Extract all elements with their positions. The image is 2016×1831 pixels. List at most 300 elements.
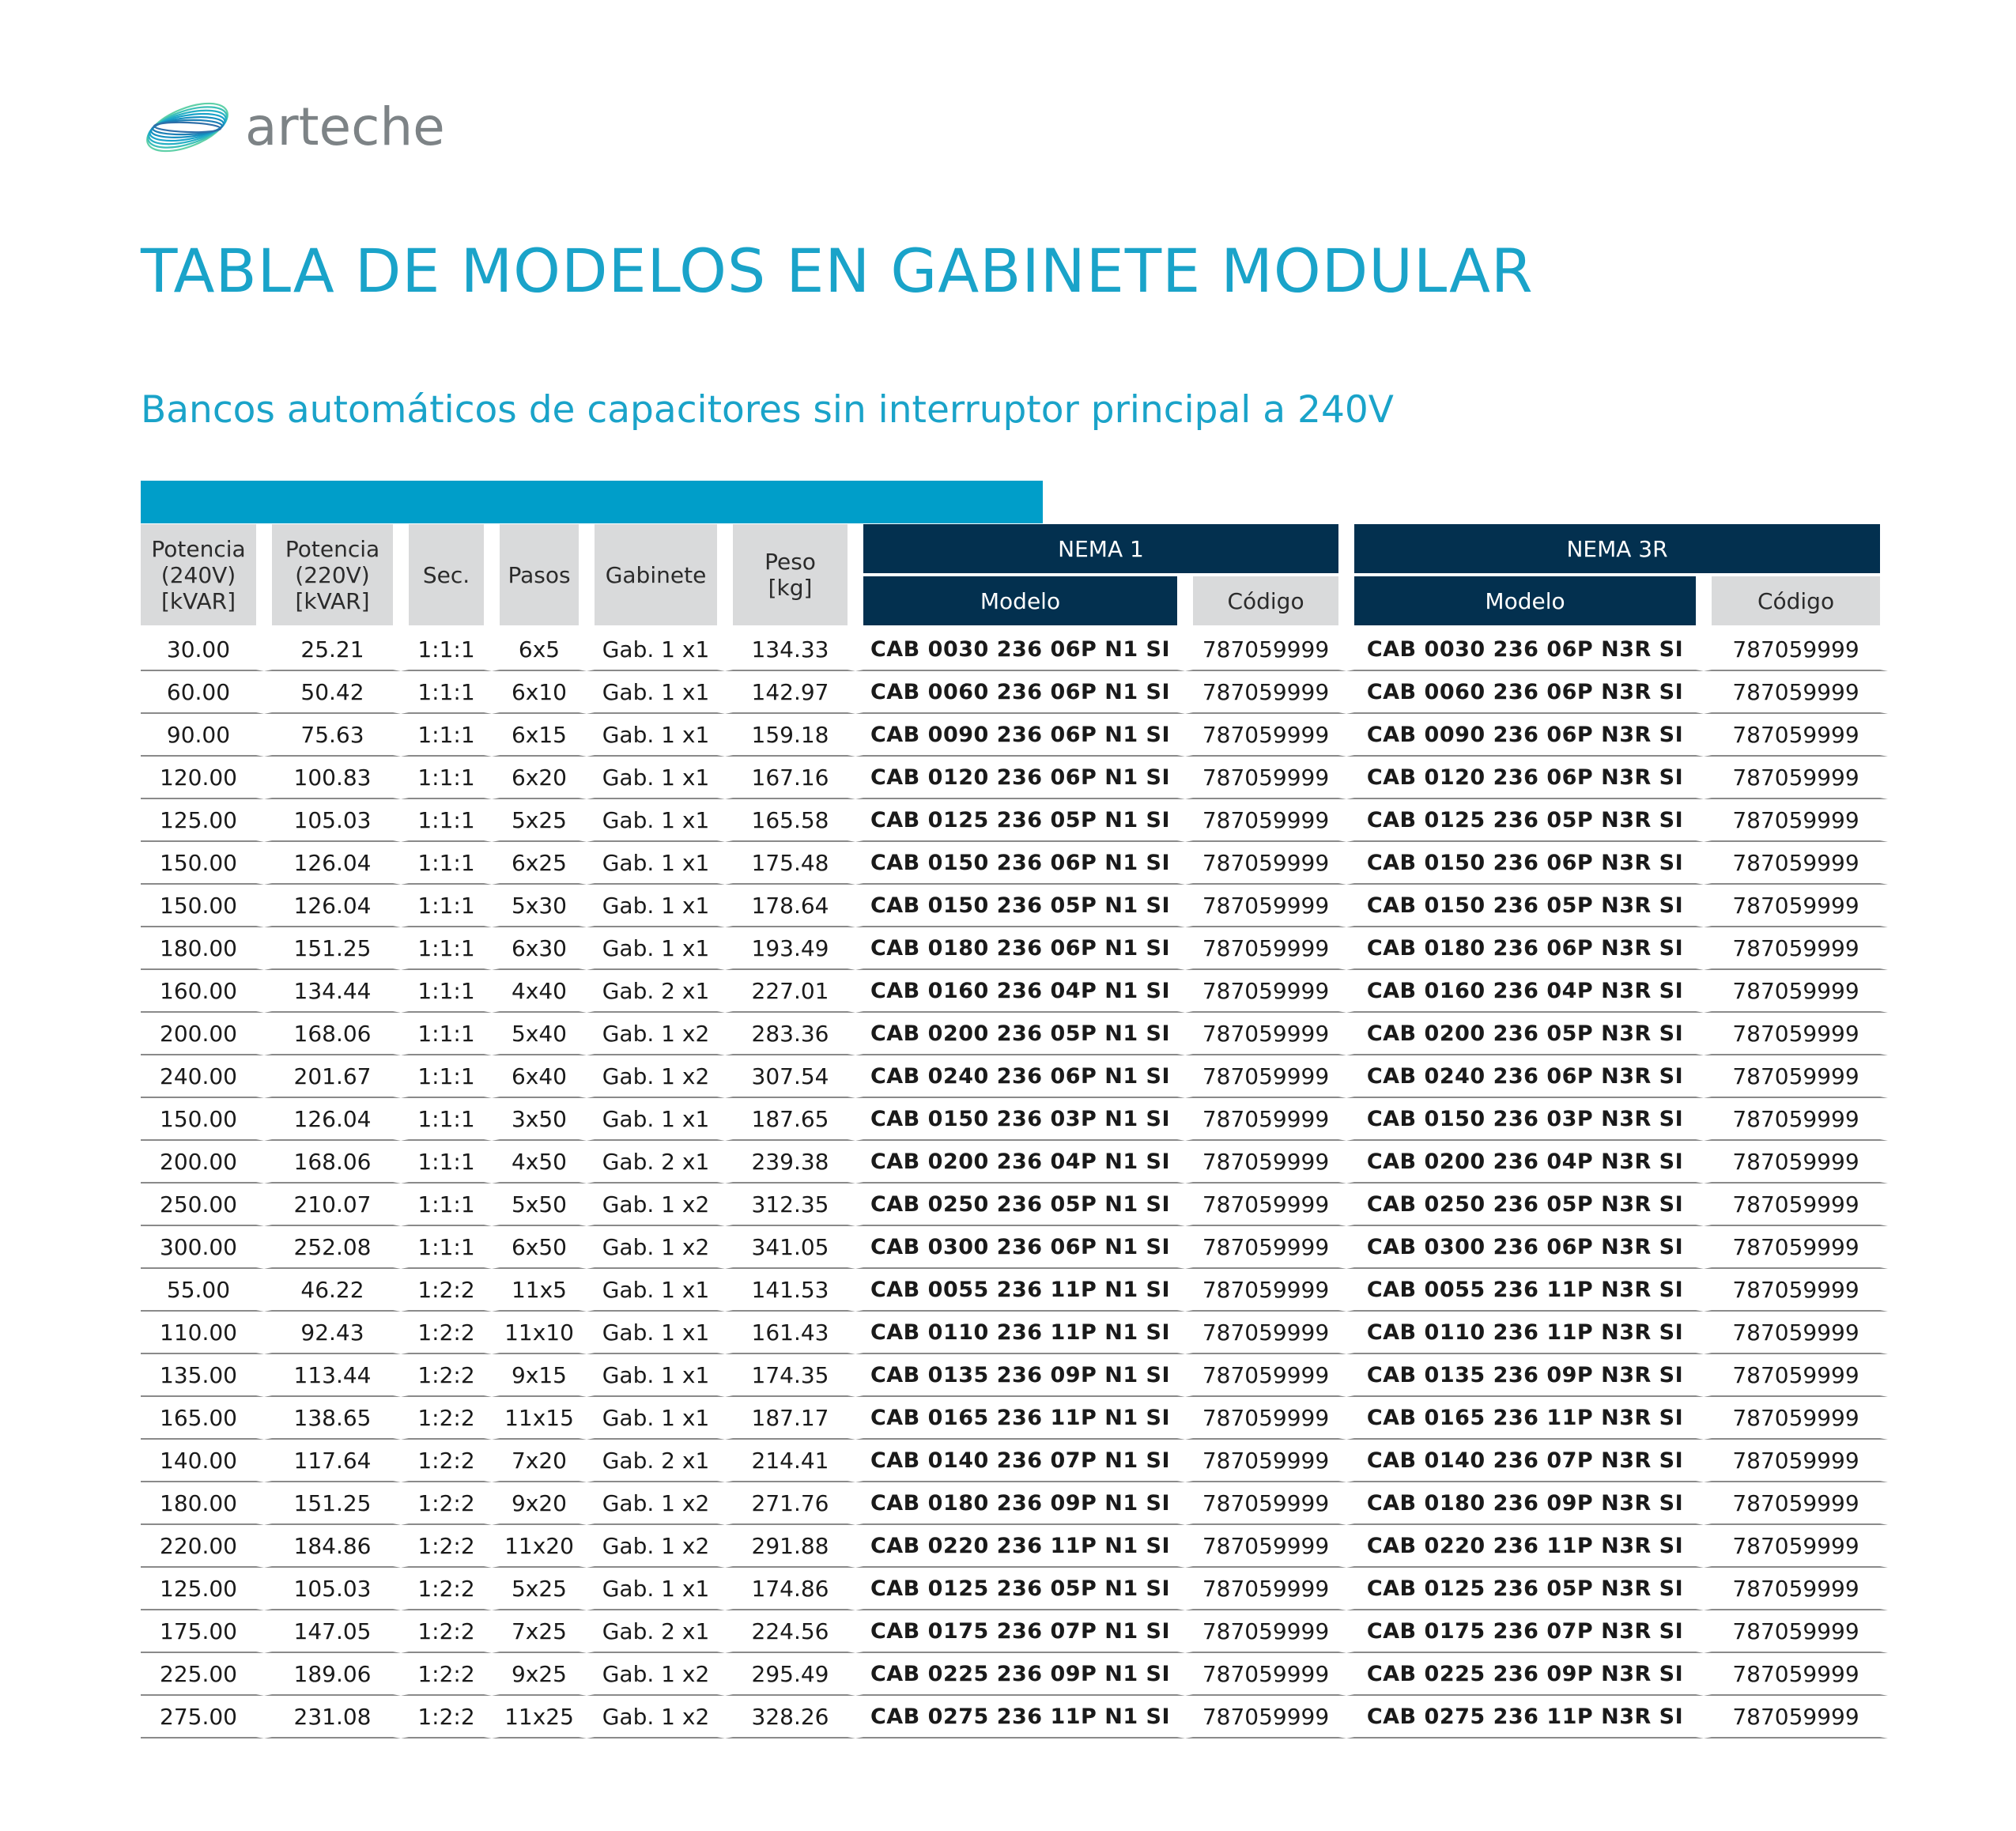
cell-peso: 193.49 [725, 927, 855, 970]
cell-nema3r-codigo: 787059999 [1704, 714, 1888, 757]
cell-peso: 341.05 [725, 1226, 855, 1269]
cell-sec: 1:1:1 [401, 842, 492, 885]
cell-nema1-codigo: 787059999 [1185, 1440, 1346, 1482]
cell-potencia-220: 92.43 [264, 1312, 401, 1354]
cell-potencia-240: 200.00 [141, 1141, 264, 1184]
cell-nema1-codigo: 787059999 [1185, 1653, 1346, 1696]
cell-nema3r-codigo: 787059999 [1704, 1098, 1888, 1141]
cell-sec: 1:1:1 [401, 799, 492, 842]
cell-potencia-220: 126.04 [264, 842, 401, 885]
cell-pasos: 11x5 [492, 1269, 587, 1312]
cell-nema3r-modelo: CAB 0225 236 09P N3R SI [1346, 1653, 1704, 1696]
cell-potencia-240: 150.00 [141, 842, 264, 885]
cell-peso: 227.01 [725, 970, 855, 1013]
cell-nema3r-modelo: CAB 0200 236 04P N3R SI [1346, 1141, 1704, 1184]
cell-sec: 1:2:2 [401, 1610, 492, 1653]
cell-pasos: 7x20 [492, 1440, 587, 1482]
cell-sec: 1:2:2 [401, 1354, 492, 1397]
header-nema1: NEMA 1 [855, 524, 1346, 576]
cell-peso: 295.49 [725, 1653, 855, 1696]
cell-potencia-220: 105.03 [264, 1568, 401, 1610]
cell-potencia-220: 50.42 [264, 671, 401, 714]
cell-gabinete: Gab. 1 x2 [587, 1653, 725, 1696]
cell-nema1-codigo: 787059999 [1185, 885, 1346, 927]
table-row [141, 1055, 1888, 1098]
cell-gabinete: Gab. 2 x1 [587, 970, 725, 1013]
cell-nema3r-modelo: CAB 0125 236 05P N3R SI [1346, 1568, 1704, 1610]
cell-potencia-240: 135.00 [141, 1354, 264, 1397]
header-nema1-modelo: Modelo [855, 576, 1185, 625]
cell-nema1-modelo: CAB 0180 236 09P N1 SI [855, 1482, 1185, 1525]
cell-peso: 175.48 [725, 842, 855, 885]
cell-potencia-220: 184.86 [264, 1525, 401, 1568]
cell-gabinete: Gab. 1 x1 [587, 1269, 725, 1312]
cell-nema1-codigo: 787059999 [1185, 714, 1346, 757]
cell-nema3r-codigo: 787059999 [1704, 1013, 1888, 1055]
cell-nema3r-codigo: 787059999 [1704, 1568, 1888, 1610]
cell-potencia-220: 126.04 [264, 885, 401, 927]
cell-nema3r-codigo: 787059999 [1704, 1055, 1888, 1098]
cell-potencia-240: 125.00 [141, 799, 264, 842]
cell-potencia-240: 275.00 [141, 1696, 264, 1739]
cell-potencia-220: 151.25 [264, 927, 401, 970]
cell-pasos: 6x20 [492, 757, 587, 799]
header-nema3r-modelo: Modelo [1346, 576, 1704, 625]
table-row [141, 1610, 1888, 1653]
cell-pasos: 6x50 [492, 1226, 587, 1269]
cell-peso: 134.33 [725, 625, 855, 671]
cell-pasos: 11x15 [492, 1397, 587, 1440]
table-row [141, 1440, 1888, 1482]
cell-gabinete: Gab. 1 x2 [587, 1184, 725, 1226]
cell-nema3r-modelo: CAB 0200 236 05P N3R SI [1346, 1013, 1704, 1055]
cell-nema1-modelo: CAB 0120 236 06P N1 SI [855, 757, 1185, 799]
cell-nema3r-codigo: 787059999 [1704, 1141, 1888, 1184]
cell-pasos: 5x30 [492, 885, 587, 927]
table-row [141, 799, 1888, 842]
cell-pasos: 6x5 [492, 625, 587, 671]
cell-potencia-220: 75.63 [264, 714, 401, 757]
cell-nema3r-codigo: 787059999 [1704, 885, 1888, 927]
cell-pasos: 4x50 [492, 1141, 587, 1184]
table-row [141, 1568, 1888, 1610]
cell-nema3r-codigo: 787059999 [1704, 1184, 1888, 1226]
cell-gabinete: Gab. 1 x2 [587, 1226, 725, 1269]
cell-gabinete: Gab. 1 x1 [587, 927, 725, 970]
cell-nema3r-modelo: CAB 0180 236 06P N3R SI [1346, 927, 1704, 970]
cell-nema3r-codigo: 787059999 [1704, 970, 1888, 1013]
cell-nema3r-codigo: 787059999 [1704, 1354, 1888, 1397]
page-title: TABLA DE MODELOS EN GABINETE MODULAR [141, 236, 1534, 306]
cell-nema1-modelo: CAB 0135 236 09P N1 SI [855, 1354, 1185, 1397]
cell-potencia-240: 300.00 [141, 1226, 264, 1269]
cell-nema1-modelo: CAB 0180 236 06P N1 SI [855, 927, 1185, 970]
cell-gabinete: Gab. 1 x1 [587, 1568, 725, 1610]
cell-nema1-codigo: 787059999 [1185, 1568, 1346, 1610]
cell-gabinete: Gab. 1 x1 [587, 671, 725, 714]
cell-potencia-220: 168.06 [264, 1013, 401, 1055]
cell-pasos: 6x25 [492, 842, 587, 885]
cell-nema3r-modelo: CAB 0150 236 05P N3R SI [1346, 885, 1704, 927]
cell-potencia-240: 225.00 [141, 1653, 264, 1696]
cell-peso: 167.16 [725, 757, 855, 799]
cell-nema1-modelo: CAB 0200 236 04P N1 SI [855, 1141, 1185, 1184]
cell-sec: 1:1:1 [401, 927, 492, 970]
cell-sec: 1:1:1 [401, 885, 492, 927]
cell-nema1-codigo: 787059999 [1185, 1312, 1346, 1354]
header-nema1-codigo: Código [1185, 576, 1346, 625]
cell-sec: 1:1:1 [401, 1184, 492, 1226]
cell-gabinete: Gab. 1 x2 [587, 1013, 725, 1055]
cell-peso: 328.26 [725, 1696, 855, 1739]
cell-nema1-codigo: 787059999 [1185, 1354, 1346, 1397]
cell-gabinete: Gab. 1 x1 [587, 625, 725, 671]
cell-potencia-220: 151.25 [264, 1482, 401, 1525]
cell-potencia-220: 252.08 [264, 1226, 401, 1269]
cell-sec: 1:2:2 [401, 1568, 492, 1610]
cell-potencia-240: 200.00 [141, 1013, 264, 1055]
cell-nema1-modelo: CAB 0030 236 06P N1 SI [855, 625, 1185, 671]
cell-peso: 178.64 [725, 885, 855, 927]
cell-nema3r-codigo: 787059999 [1704, 842, 1888, 885]
cell-pasos: 9x20 [492, 1482, 587, 1525]
cell-nema3r-modelo: CAB 0110 236 11P N3R SI [1346, 1312, 1704, 1354]
cell-pasos: 11x20 [492, 1525, 587, 1568]
cell-nema3r-codigo: 787059999 [1704, 1696, 1888, 1739]
table-row [141, 757, 1888, 799]
cell-potencia-240: 120.00 [141, 757, 264, 799]
cell-potencia-240: 160.00 [141, 970, 264, 1013]
cell-nema3r-modelo: CAB 0300 236 06P N3R SI [1346, 1226, 1704, 1269]
cell-nema1-modelo: CAB 0250 236 05P N1 SI [855, 1184, 1185, 1226]
cell-potencia-240: 110.00 [141, 1312, 264, 1354]
cell-nema3r-modelo: CAB 0140 236 07P N3R SI [1346, 1440, 1704, 1482]
cell-potencia-240: 30.00 [141, 625, 264, 671]
cell-gabinete: Gab. 1 x1 [587, 714, 725, 757]
cell-pasos: 6x30 [492, 927, 587, 970]
cell-pasos: 5x25 [492, 1568, 587, 1610]
cell-potencia-220: 105.03 [264, 799, 401, 842]
cell-nema1-codigo: 787059999 [1185, 799, 1346, 842]
cell-nema1-codigo: 787059999 [1185, 842, 1346, 885]
cell-gabinete: Gab. 1 x1 [587, 799, 725, 842]
cell-peso: 224.56 [725, 1610, 855, 1653]
cell-nema1-modelo: CAB 0160 236 04P N1 SI [855, 970, 1185, 1013]
cell-peso: 161.43 [725, 1312, 855, 1354]
table-row [141, 1098, 1888, 1141]
cell-nema3r-codigo: 787059999 [1704, 799, 1888, 842]
cell-gabinete: Gab. 1 x2 [587, 1696, 725, 1739]
cell-nema1-codigo: 787059999 [1185, 970, 1346, 1013]
cell-nema3r-codigo: 787059999 [1704, 1269, 1888, 1312]
brand-name: arteche [245, 96, 445, 157]
cell-pasos: 7x25 [492, 1610, 587, 1653]
cell-pasos: 9x15 [492, 1354, 587, 1397]
cell-pasos: 6x15 [492, 714, 587, 757]
cell-potencia-220: 117.64 [264, 1440, 401, 1482]
cell-nema1-codigo: 787059999 [1185, 927, 1346, 970]
table-row [141, 1312, 1888, 1354]
cell-potencia-220: 113.44 [264, 1354, 401, 1397]
cell-nema1-codigo: 787059999 [1185, 1525, 1346, 1568]
cell-potencia-240: 55.00 [141, 1269, 264, 1312]
cell-sec: 1:1:1 [401, 1055, 492, 1098]
cell-sec: 1:1:1 [401, 1141, 492, 1184]
cell-nema3r-modelo: CAB 0125 236 05P N3R SI [1346, 799, 1704, 842]
cell-nema3r-modelo: CAB 0120 236 06P N3R SI [1346, 757, 1704, 799]
cell-sec: 1:1:1 [401, 625, 492, 671]
cell-gabinete: Gab. 1 x2 [587, 1482, 725, 1525]
cell-gabinete: Gab. 1 x1 [587, 885, 725, 927]
header-nema3r: NEMA 3R [1346, 524, 1888, 576]
cell-potencia-240: 180.00 [141, 1482, 264, 1525]
cell-nema3r-modelo: CAB 0055 236 11P N3R SI [1346, 1269, 1704, 1312]
cell-sec: 1:1:1 [401, 714, 492, 757]
table-row [141, 885, 1888, 927]
cell-nema3r-codigo: 787059999 [1704, 927, 1888, 970]
cell-potencia-220: 100.83 [264, 757, 401, 799]
cell-pasos: 11x25 [492, 1696, 587, 1739]
cell-nema3r-codigo: 787059999 [1704, 1525, 1888, 1568]
cell-nema1-codigo: 787059999 [1185, 671, 1346, 714]
cell-potencia-240: 60.00 [141, 671, 264, 714]
cell-nema1-modelo: CAB 0165 236 11P N1 SI [855, 1397, 1185, 1440]
cell-gabinete: Gab. 1 x1 [587, 757, 725, 799]
cell-nema1-codigo: 787059999 [1185, 1141, 1346, 1184]
cell-pasos: 6x40 [492, 1055, 587, 1098]
cell-pasos: 6x10 [492, 671, 587, 714]
cell-potencia-220: 231.08 [264, 1696, 401, 1739]
cell-potencia-240: 140.00 [141, 1440, 264, 1482]
cell-pasos: 3x50 [492, 1098, 587, 1141]
cell-peso: 165.58 [725, 799, 855, 842]
cell-sec: 1:1:1 [401, 1013, 492, 1055]
cell-nema1-modelo: CAB 0240 236 06P N1 SI [855, 1055, 1185, 1098]
cell-potencia-220: 134.44 [264, 970, 401, 1013]
header-gabinete: Gabinete [587, 524, 725, 625]
cell-potencia-240: 90.00 [141, 714, 264, 757]
table-row [141, 1482, 1888, 1525]
table-row [141, 1525, 1888, 1568]
table-row [141, 1354, 1888, 1397]
cell-nema1-modelo: CAB 0150 236 03P N1 SI [855, 1098, 1185, 1141]
table-row [141, 842, 1888, 885]
cell-nema1-modelo: CAB 0175 236 07P N1 SI [855, 1610, 1185, 1653]
cell-peso: 239.38 [725, 1141, 855, 1184]
cell-nema3r-modelo: CAB 0060 236 06P N3R SI [1346, 671, 1704, 714]
cell-pasos: 9x25 [492, 1653, 587, 1696]
cell-peso: 312.35 [725, 1184, 855, 1226]
cell-nema3r-modelo: CAB 0275 236 11P N3R SI [1346, 1696, 1704, 1739]
cell-gabinete: Gab. 2 x1 [587, 1141, 725, 1184]
table-row [141, 1269, 1888, 1312]
cell-gabinete: Gab. 1 x2 [587, 1055, 725, 1098]
table-row [141, 1184, 1888, 1226]
cell-peso: 174.86 [725, 1568, 855, 1610]
cell-pasos: 11x10 [492, 1312, 587, 1354]
cell-potencia-220: 138.65 [264, 1397, 401, 1440]
arteche-logo-icon [141, 93, 234, 161]
cell-gabinete: Gab. 1 x1 [587, 1354, 725, 1397]
models-table-container [141, 524, 1888, 1739]
table-row [141, 1013, 1888, 1055]
cell-nema3r-modelo: CAB 0030 236 06P N3R SI [1346, 625, 1704, 671]
cell-peso: 307.54 [725, 1055, 855, 1098]
cell-nema3r-modelo: CAB 0150 236 06P N3R SI [1346, 842, 1704, 885]
cell-nema1-modelo: CAB 0090 236 06P N1 SI [855, 714, 1185, 757]
table-row [141, 1696, 1888, 1739]
cell-gabinete: Gab. 1 x1 [587, 842, 725, 885]
cell-potencia-240: 180.00 [141, 927, 264, 970]
cell-nema3r-codigo: 787059999 [1704, 757, 1888, 799]
table-row [141, 970, 1888, 1013]
cell-nema1-modelo: CAB 0220 236 11P N1 SI [855, 1525, 1185, 1568]
cell-potencia-240: 240.00 [141, 1055, 264, 1098]
cell-nema3r-modelo: CAB 0150 236 03P N3R SI [1346, 1098, 1704, 1141]
cell-potencia-220: 210.07 [264, 1184, 401, 1226]
cell-potencia-240: 150.00 [141, 885, 264, 927]
cell-potencia-240: 175.00 [141, 1610, 264, 1653]
cell-nema1-modelo: CAB 0150 236 06P N1 SI [855, 842, 1185, 885]
header-peso: Peso [kg] [725, 524, 855, 625]
cell-peso: 187.65 [725, 1098, 855, 1141]
cell-gabinete: Gab. 1 x1 [587, 1312, 725, 1354]
cell-nema1-modelo: CAB 0140 236 07P N1 SI [855, 1440, 1185, 1482]
cell-potencia-220: 126.04 [264, 1098, 401, 1141]
table-row [141, 927, 1888, 970]
cell-gabinete: Gab. 2 x1 [587, 1440, 725, 1482]
cell-sec: 1:1:1 [401, 757, 492, 799]
cell-nema3r-codigo: 787059999 [1704, 1397, 1888, 1440]
cell-peso: 283.36 [725, 1013, 855, 1055]
cell-peso: 271.76 [725, 1482, 855, 1525]
cell-peso: 141.53 [725, 1269, 855, 1312]
cell-sec: 1:2:2 [401, 1397, 492, 1440]
cell-nema1-codigo: 787059999 [1185, 1098, 1346, 1141]
cell-nema1-codigo: 787059999 [1185, 1184, 1346, 1226]
cell-nema3r-codigo: 787059999 [1704, 1312, 1888, 1354]
header-pasos: Pasos [492, 524, 587, 625]
cell-potencia-220: 25.21 [264, 625, 401, 671]
cell-nema3r-codigo: 787059999 [1704, 1482, 1888, 1525]
models-table [141, 524, 1888, 1739]
cell-peso: 159.18 [725, 714, 855, 757]
cell-nema1-modelo: CAB 0055 236 11P N1 SI [855, 1269, 1185, 1312]
cell-nema1-modelo: CAB 0125 236 05P N1 SI [855, 1568, 1185, 1610]
brand-logo [141, 93, 445, 161]
cell-peso: 291.88 [725, 1525, 855, 1568]
header-sec: Sec. [401, 524, 492, 625]
cell-nema3r-codigo: 787059999 [1704, 1653, 1888, 1696]
cell-nema1-codigo: 787059999 [1185, 1013, 1346, 1055]
cell-nema1-modelo: CAB 0060 236 06P N1 SI [855, 671, 1185, 714]
cell-nema1-modelo: CAB 0275 236 11P N1 SI [855, 1696, 1185, 1739]
cell-nema1-modelo: CAB 0300 236 06P N1 SI [855, 1226, 1185, 1269]
cell-nema1-codigo: 787059999 [1185, 625, 1346, 671]
cell-pasos: 5x25 [492, 799, 587, 842]
cell-potencia-240: 220.00 [141, 1525, 264, 1568]
cell-potencia-220: 168.06 [264, 1141, 401, 1184]
cell-nema1-codigo: 787059999 [1185, 757, 1346, 799]
cell-pasos: 4x40 [492, 970, 587, 1013]
cell-nema3r-codigo: 787059999 [1704, 1440, 1888, 1482]
cell-pasos: 5x50 [492, 1184, 587, 1226]
cell-nema3r-modelo: CAB 0180 236 09P N3R SI [1346, 1482, 1704, 1525]
cell-nema1-codigo: 787059999 [1185, 1610, 1346, 1653]
page-subtitle: Bancos automáticos de capacitores sin interruptor principal a 240V [141, 388, 1394, 432]
cell-sec: 1:2:2 [401, 1312, 492, 1354]
header-nema3r-codigo: Código [1704, 576, 1888, 625]
cell-nema1-codigo: 787059999 [1185, 1397, 1346, 1440]
header-potencia-220: Potencia (220V) [kVAR] [264, 524, 401, 625]
cell-sec: 1:2:2 [401, 1696, 492, 1739]
cell-nema3r-modelo: CAB 0240 236 06P N3R SI [1346, 1055, 1704, 1098]
cell-potencia-220: 147.05 [264, 1610, 401, 1653]
cell-nema1-modelo: CAB 0110 236 11P N1 SI [855, 1312, 1185, 1354]
cell-potencia-220: 46.22 [264, 1269, 401, 1312]
cell-nema1-codigo: 787059999 [1185, 1482, 1346, 1525]
cell-peso: 142.97 [725, 671, 855, 714]
cell-sec: 1:1:1 [401, 1226, 492, 1269]
cell-sec: 1:2:2 [401, 1525, 492, 1568]
cell-nema3r-codigo: 787059999 [1704, 625, 1888, 671]
cell-gabinete: Gab. 1 x1 [587, 1098, 725, 1141]
cell-nema3r-modelo: CAB 0250 236 05P N3R SI [1346, 1184, 1704, 1226]
cell-nema3r-codigo: 787059999 [1704, 1226, 1888, 1269]
table-row [141, 671, 1888, 714]
cell-gabinete: Gab. 1 x2 [587, 1525, 725, 1568]
cell-sec: 1:1:1 [401, 970, 492, 1013]
cell-potencia-240: 165.00 [141, 1397, 264, 1440]
cell-potencia-240: 125.00 [141, 1568, 264, 1610]
accent-bar [141, 481, 1043, 523]
cell-peso: 174.35 [725, 1354, 855, 1397]
cell-nema1-codigo: 787059999 [1185, 1696, 1346, 1739]
cell-sec: 1:2:2 [401, 1440, 492, 1482]
cell-nema1-codigo: 787059999 [1185, 1055, 1346, 1098]
cell-gabinete: Gab. 1 x1 [587, 1397, 725, 1440]
table-body [141, 625, 1888, 1739]
cell-nema3r-modelo: CAB 0090 236 06P N3R SI [1346, 714, 1704, 757]
cell-nema3r-modelo: CAB 0135 236 09P N3R SI [1346, 1354, 1704, 1397]
cell-nema1-modelo: CAB 0225 236 09P N1 SI [855, 1653, 1185, 1696]
cell-nema3r-modelo: CAB 0175 236 07P N3R SI [1346, 1610, 1704, 1653]
cell-potencia-220: 201.67 [264, 1055, 401, 1098]
table-row [141, 1397, 1888, 1440]
cell-potencia-220: 189.06 [264, 1653, 401, 1696]
cell-nema1-codigo: 787059999 [1185, 1269, 1346, 1312]
header-potencia-240: Potencia (240V) [kVAR] [141, 524, 264, 625]
cell-nema3r-codigo: 787059999 [1704, 1610, 1888, 1653]
cell-peso: 187.17 [725, 1397, 855, 1440]
cell-nema3r-modelo: CAB 0160 236 04P N3R SI [1346, 970, 1704, 1013]
cell-nema1-modelo: CAB 0200 236 05P N1 SI [855, 1013, 1185, 1055]
cell-nema1-modelo: CAB 0150 236 05P N1 SI [855, 885, 1185, 927]
cell-peso: 214.41 [725, 1440, 855, 1482]
cell-gabinete: Gab. 2 x1 [587, 1610, 725, 1653]
cell-sec: 1:2:2 [401, 1269, 492, 1312]
cell-sec: 1:2:2 [401, 1653, 492, 1696]
cell-nema1-codigo: 787059999 [1185, 1226, 1346, 1269]
cell-sec: 1:1:1 [401, 1098, 492, 1141]
cell-nema1-modelo: CAB 0125 236 05P N1 SI [855, 799, 1185, 842]
cell-sec: 1:1:1 [401, 671, 492, 714]
table-row [141, 625, 1888, 671]
table-row [141, 1226, 1888, 1269]
table-row [141, 1653, 1888, 1696]
cell-potencia-240: 150.00 [141, 1098, 264, 1141]
cell-pasos: 5x40 [492, 1013, 587, 1055]
